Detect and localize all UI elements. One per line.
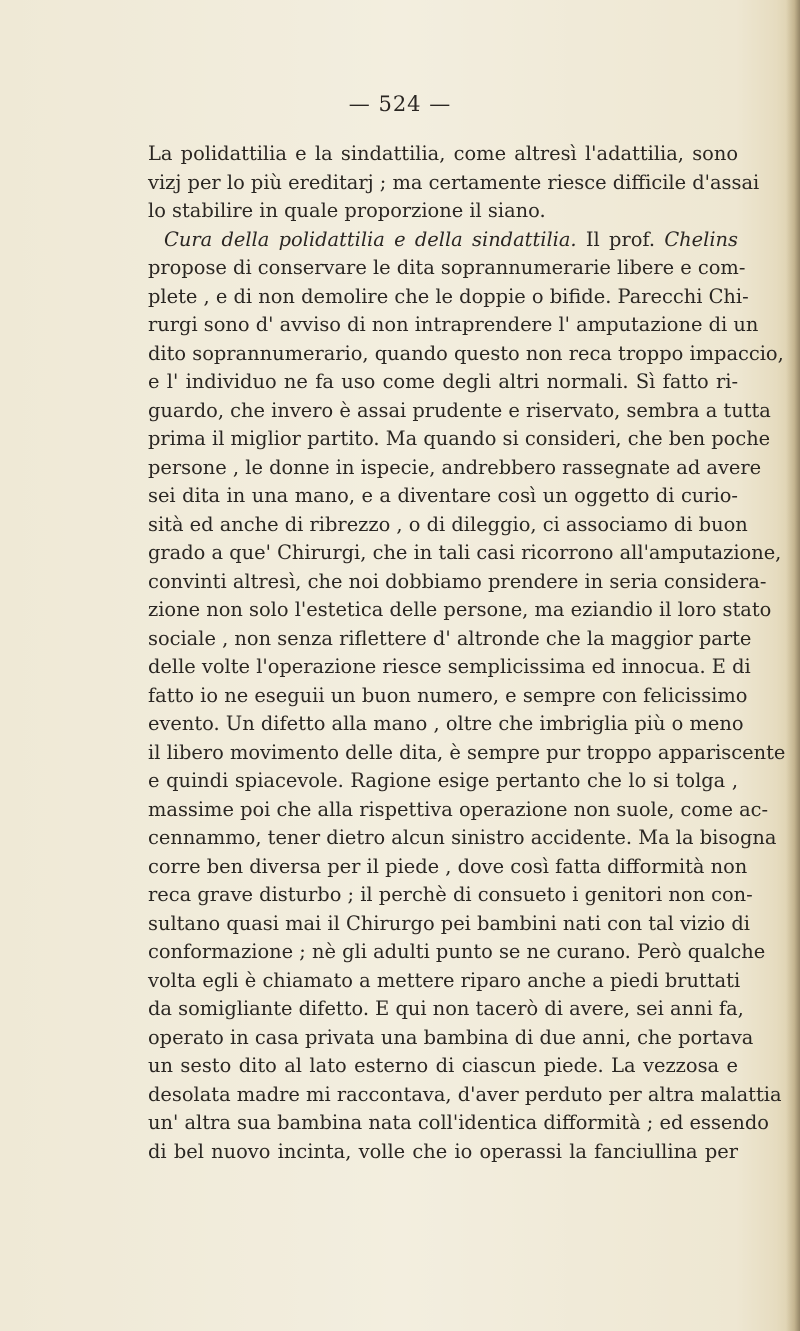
text-line: e l' individuo ne fa uso come degli altri normali. Sì fatto ri- — [148, 370, 738, 393]
section-heading-line — [148, 226, 738, 255]
text-line: dito soprannumerario, quando questo non reca troppo impaccio, — [148, 341, 784, 365]
text-line: il libero movimento delle dita, è sempre pur troppo appariscente — [148, 740, 786, 764]
text-line: operato in casa privata una bambina di due anni, che portava — [148, 1025, 754, 1049]
text-line: di bel nuovo incinta, volle che io operassi la fanciullina per — [148, 1139, 738, 1163]
text-line: rurgi sono d' avviso di non intraprendere l' amputazione di un — [148, 313, 759, 336]
text-line: convinti altresì, che noi dobbiamo prendere in seria considera- — [148, 569, 767, 593]
text-line: plete , e di non demolire che le doppie o bifide. Parecchi Chi- — [148, 284, 749, 308]
text-line: La polidattilia e la sindattilia, come altresì l'adattilia, sono — [148, 142, 738, 165]
text-line: massime poi che alla rispettiva operazione non suole, come ac- — [148, 797, 769, 821]
body-text — [148, 140, 786, 1166]
text-line: reca grave disturbo ; il perchè di consueto i genitori non con- — [148, 883, 753, 906]
text-line: volta egli è chiamato a mettere riparo anche a piedi bruttati — [148, 968, 741, 992]
text-line: da somigliante difetto. E qui non tacerò di avere, sei anni fa, — [148, 997, 744, 1020]
text-line: prima il miglior partito. Ma quando si consideri, che ben poche — [148, 427, 771, 450]
heading-continuation: Il prof. — [576, 227, 665, 251]
text-line: sità ed anche di ribrezzo , o di dileggio, ci associamo di buon — [148, 512, 748, 536]
text-line: propose di conservare le dita soprannumerarie libere e com- — [148, 256, 746, 279]
text-line: cennammo, tener dietro alcun sinistro accidente. Ma la bisogna — [148, 826, 777, 849]
text-line: guardo, che invero è assai prudente e riservato, sembra a tutta — [148, 398, 771, 422]
page-edge-shadow — [786, 0, 800, 1331]
text-line: desolata madre mi raccontava, d'aver perduto per altra malattia — [148, 1082, 782, 1106]
text-line: un sesto dito al lato esterno di ciascun piede. La vezzosa e — [148, 1054, 738, 1077]
text-line: un' altra sua bambina nata coll'identica difformità ; ed essendo — [148, 1111, 769, 1134]
text-line: delle volte l'operazione riesce semplicissima ed innocua. E di — [148, 655, 751, 678]
text-line: corre ben diversa per il piede , dove così fatta difformità non — [148, 854, 748, 878]
section-heading: Cura della polidattilia e della sindattilia. — [164, 227, 577, 251]
text-line: persone , le donne in ispecie, andrebbero rassegnate ad avere — [148, 455, 762, 479]
text-line: sei dita in una mano, e a diventare così un oggetto di curio- — [148, 484, 738, 507]
text-line: zione non solo l'estetica delle persone, ma eziandio il loro stato — [148, 598, 772, 621]
text-line: grado a que' Chirurgi, che in tali casi ricorrono all'amputazione, — [148, 541, 782, 564]
text-line: e quindi spiacevole. Ragione esige pertanto che lo si tolga , — [148, 769, 738, 792]
text-line: evento. Un difetto alla mano , oltre che imbriglia più o meno — [148, 712, 744, 735]
page-number: — 524 — — [348, 92, 452, 116]
text-line: conformazione ; nè gli adulti punto se ne curano. Però qualche — [148, 940, 766, 963]
text-line: lo stabilire in quale proporzione il siano. — [148, 199, 546, 222]
text-line: fatto io ne eseguii un buon numero, e sempre con felicissimo — [148, 683, 748, 707]
text-line: vizj per lo più ereditarj ; ma certamente riesce difficile d'assai — [148, 170, 760, 194]
text-line: sultano quasi mai il Chirurgo pei bambini nati con tal vizio di — [148, 911, 750, 935]
text-line: sociale , non senza riflettere d' altronde che la maggior parte — [148, 626, 752, 650]
author-name: Chelins — [664, 227, 738, 251]
